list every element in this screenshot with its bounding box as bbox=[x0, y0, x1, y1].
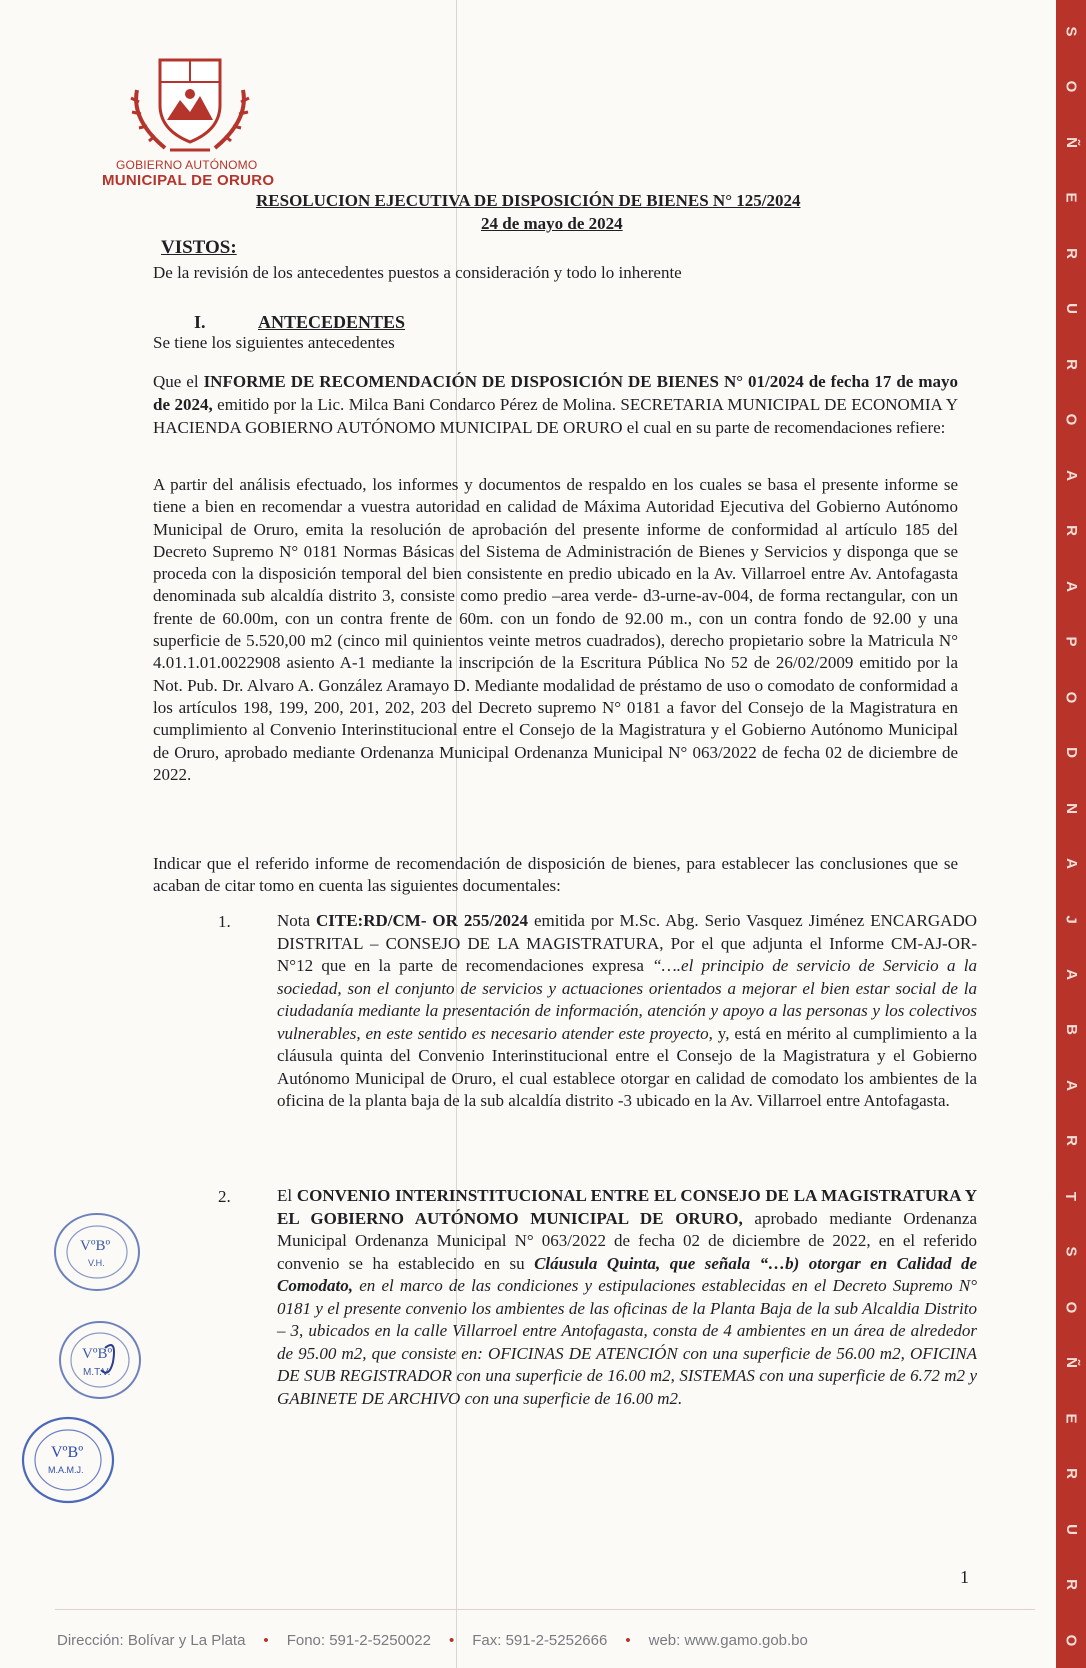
municipal-crest-icon bbox=[125, 50, 255, 160]
footer-fax: Fax: 591-2-5252666 bbox=[472, 1632, 608, 1649]
footer-divider bbox=[55, 1609, 1035, 1610]
list-item-number-2: 2. bbox=[218, 1187, 231, 1206]
page-fold-line bbox=[456, 0, 457, 1668]
stamp-3-sub: M.A.M.J. bbox=[48, 1465, 84, 1475]
side-banner-letter: A bbox=[1062, 858, 1080, 869]
stamp-2-sub: M.T.V. bbox=[83, 1367, 111, 1378]
vistos-text: De la revisión de los antecedentes puestos a consideración y todo lo inherente bbox=[153, 263, 682, 282]
section-number: I. bbox=[194, 312, 206, 332]
footer-separator: • bbox=[625, 1632, 631, 1649]
list-item-2-quote: en el marco de las condiciones y estipulaciones establecidas en el Decreto Supremo N° 0181 y el presente convenio los ambientes de las oficinas de la Planta Baja de la sub Alcaldia Distrito – 3, ubicados en la calle Villarroel entre Antofagasta, consta de 4 ambientes en un área de alrededor de 95.00 m2, que consiste en: OFICINAS DE ATENCIÓN con una superficie de 56.00 m2, OFICINA DE SUB REGISTRADOR con una superficie de 16.00 m2, SISTEMAS con una superficie de 6.72 m2 y GABINETE DE ARCHIVO con una superficie de 16.00 m2. bbox=[277, 1276, 977, 1408]
footer-separator: • bbox=[448, 1632, 455, 1649]
side-banner-letter: R bbox=[1062, 1135, 1080, 1147]
side-banner-letter: O bbox=[1062, 1301, 1080, 1314]
list-item-number-1: 1. bbox=[218, 912, 231, 931]
side-banner-letter: A bbox=[1062, 969, 1080, 980]
clausula-reference: Cláusula Quinta, que señala “…b) otorgar en Calidad de Comodato, bbox=[277, 1253, 977, 1295]
side-banner-letter: R bbox=[1062, 1468, 1080, 1480]
paragraph-informe bbox=[153, 370, 958, 439]
vistos-heading: VISTOS: bbox=[161, 237, 237, 258]
side-banner-letter: T bbox=[1062, 1191, 1080, 1201]
paragraph-informe-lead: Que el bbox=[153, 372, 204, 391]
side-banner-letter: U bbox=[1062, 1523, 1080, 1535]
stamp-2-text: VºBº bbox=[82, 1346, 113, 1362]
side-banner-letter: A bbox=[1062, 469, 1080, 481]
approval-stamp-icon bbox=[50, 1210, 145, 1295]
logo-line2: MUNICIPAL DE ORURO bbox=[102, 172, 275, 189]
side-banner-letter: R bbox=[1062, 525, 1080, 537]
paragraph-conclusions: Indicar que el referido informe de recomendación de disposición de bienes, para establecer las conclusiones que se acaban de citar tomo en cuenta las siguientes documentales: bbox=[153, 854, 958, 895]
list-item-1-quote: “….el principio de servicio de Servicio a la sociedad, son el conjunto de servicios y actuaciones orientados a mejorar el bien estar social de la ciudadanía mediante la presentación de información, atención y apoyo a las personas y los colectivos vulnerables, en este sentido es necesario atender este proyecto, bbox=[277, 956, 977, 1043]
stamp-1-sub: V.H. bbox=[88, 1258, 105, 1268]
list-item-1-text: emitida por M.Sc. Abg. Serio Vasquez Jiménez ENCARGADO DISTRITAL – CONSEJO DE LA MAGISTRATURA, Por el que adjunta el Informe CM-AJ-OR-N°12 que en la parte de recomendaciones expresa bbox=[277, 911, 977, 975]
side-banner-letter: E bbox=[1062, 1413, 1080, 1424]
list-item-1-lead: Nota bbox=[277, 911, 316, 930]
informe-reference: INFORME DE RECOMENDACIÓN DE DISPOSICIÓN DE BIENES N° 01/2024 de fecha 17 de mayo de 2024, bbox=[153, 372, 958, 414]
paragraph-informe-rest: emitido por la Lic. Milca Bani Condarco Pérez de Molina. SECRETARIA MUNICIPAL DE ECONOMIA Y HACIENDA GOBIERNO AUTÓNOMO MUNICIPAL DE ORURO el cual en su parte de recomendaciones refiere: bbox=[153, 395, 958, 437]
cite-reference: CITE:RD/CM- OR 255/2024 bbox=[315, 911, 529, 930]
footer-phone: Fono: 591-2-5250022 bbox=[286, 1632, 431, 1649]
side-banner-letter: A bbox=[1062, 580, 1080, 592]
side-banner-letter: O bbox=[1062, 413, 1080, 426]
side-banner-letter: R bbox=[1062, 358, 1080, 370]
side-banner-letter: S bbox=[1062, 26, 1080, 37]
side-banner-letter: R bbox=[1062, 1579, 1080, 1591]
section-intro: Se tiene los siguientes antecedentes bbox=[153, 333, 395, 352]
paragraph-recommendation: A partir del análisis efectuado, los informes y documentos de respaldo en los cuales se basa el presente informe se tiene a bien en recomendar a vuestra autoridad en calidad de Máxima Autoridad Ejecutiva del Gobierno Autónomo Municipal de Oruro, emita la resolución de aprobación del presente informe de conformidad al artículo 185 del Decreto Supremo N° 0181 Normas Básicas del Sistema de Administración de Bienes y Servicios y disponga que se proceda con la disposición temporal del bien consistente en predio ubicado en la Av. Villarroel entre Av. Antofagasta denominada sub alcaldía distrito 3, consiste como predio –area verde- d3-urne-av-004, de forma rectangular, con un frente de 60.00m, con un contra frente de 60m. con un fondo de 92.00 m., con un contra fondo de 92.00 y una superficie de 5.520,00 m2 (cinco mil quinientos veinte metros cuadrados), derecho propietario sobre la Matricula N° 4.01.1.01.0022908 asiento A-1 mediante la inscripción de la Escritura Pública No 52 de 26/02/2009 emitido por la Not. Pub. Dr. Alvaro A. González Aramayo D. Mediante modalidad de préstamo de uso o comodato de conformidad a los artículos 198, 199, 200, 201, 202, 203 del Decreto supremo N° 0181 a favor del Consejo de la Magistratura en cumplimiento al Convenio Interinstitucional entre el Consejo de la Magistratura y el Gobierno Autónomo Municipal de Oruro, aprobado mediante Ordenanza Municipal Ordenanza Municipal N° 063/2022 de fecha 02 de diciembre de 2022. bbox=[153, 475, 958, 784]
footer-separator: • bbox=[263, 1632, 269, 1649]
side-banner-letter: N bbox=[1062, 802, 1080, 814]
footer-web: web: www.gamo.gob.bo bbox=[648, 1632, 808, 1649]
approval-stamp-icon bbox=[18, 1410, 118, 1510]
side-banner-letter: J bbox=[1062, 914, 1080, 924]
side-banner-letter: U bbox=[1062, 303, 1080, 315]
side-banner-letter: O bbox=[1062, 1634, 1080, 1646]
side-banner-letter: A bbox=[1062, 1079, 1080, 1091]
side-banner-letter: O bbox=[1062, 81, 1080, 93]
side-banner-letter: O bbox=[1062, 691, 1080, 703]
side-banner-letter: R bbox=[1062, 247, 1080, 259]
side-banner-letter: E bbox=[1062, 192, 1080, 203]
approval-stamp-icon bbox=[55, 1318, 145, 1403]
footer bbox=[57, 1632, 1017, 1649]
list-item-1 bbox=[277, 910, 977, 1113]
side-banner-letter: D bbox=[1062, 747, 1080, 759]
list-item-2 bbox=[277, 1185, 977, 1410]
side-banner-letter: P bbox=[1062, 636, 1080, 647]
side-banner bbox=[1056, 0, 1086, 1668]
list-item-2-text: aprobado mediante Ordenanza Municipal Ordenanza Municipal N° 063/2022 de fecha 02 de diciembre de 2022, en el referido convenio se ha establecido en su bbox=[277, 1208, 977, 1273]
side-banner-letter: S bbox=[1062, 1246, 1080, 1257]
side-banner-letter: Ñ bbox=[1062, 137, 1080, 148]
document-date: 24 de mayo de 2024 bbox=[481, 214, 623, 233]
stamp-1-text: VºBº bbox=[80, 1238, 111, 1254]
section-title: ANTECEDENTES bbox=[258, 312, 406, 332]
list-item-2-lead: El bbox=[277, 1186, 297, 1205]
list-item-1-rest: y, está en mérito al cumplimiento a la cláusula quinta del Convenio Interinstitucional entre el Consejo de la Magistratura y el Gobierno Autónomo Municipal de Oruro, el cual establece otorgar en calidad de comodato los ambientes de la oficina de la planta baja de la sub alcaldía distrito -3 ubicado en la Av. Villarroel entre Antofagasta. bbox=[277, 1023, 977, 1110]
convenio-reference: CONVENIO INTERINSTITUCIONAL ENTRE EL CONSEJO DE LA MAGISTRATURA Y EL GOBIERNO AUTÓNOMO MUNICIPAL DE ORURO, bbox=[277, 1186, 977, 1228]
footer-address: Dirección: Bolívar y La Plata bbox=[57, 1632, 246, 1649]
stamp-3-text: VºBº bbox=[51, 1444, 84, 1461]
page-number: 1 bbox=[960, 1567, 969, 1587]
document-title: RESOLUCION EJECUTIVA DE DISPOSICIÓN DE BIENES N° 125/2024 bbox=[256, 191, 801, 210]
logo-line1: GOBIERNO AUTÓNOMO bbox=[116, 158, 258, 172]
side-banner-letter: Ñ bbox=[1062, 1357, 1080, 1369]
side-banner-letter: B bbox=[1062, 1024, 1080, 1036]
